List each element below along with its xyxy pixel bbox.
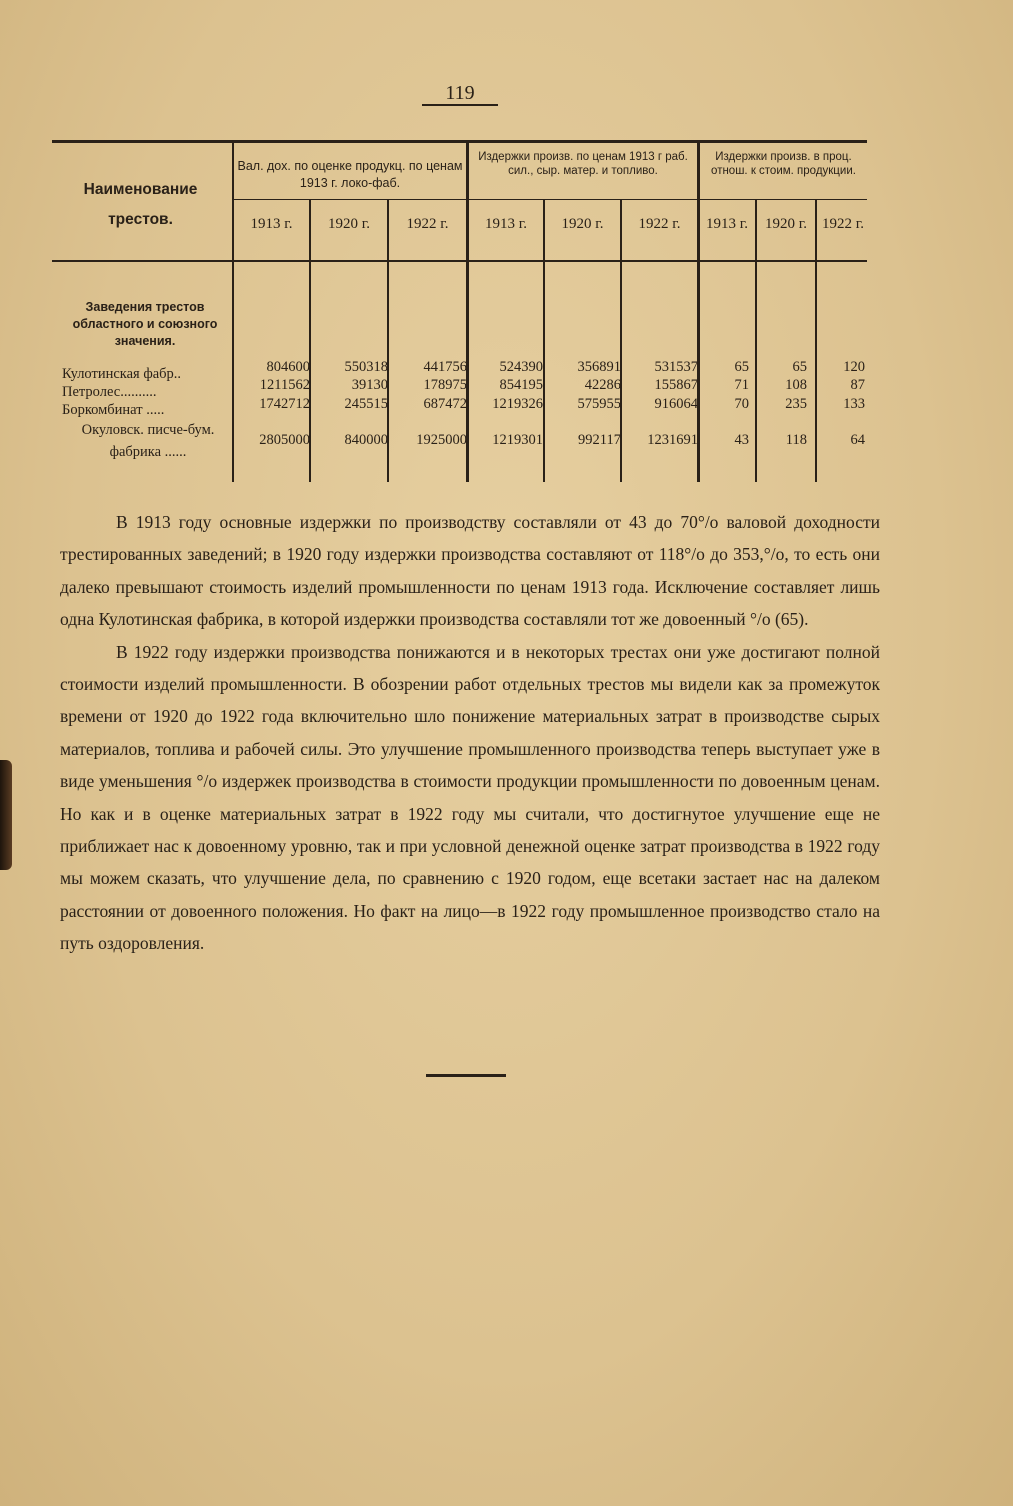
page-number: 119 — [445, 82, 475, 104]
year-header: 1922 г. — [406, 216, 449, 232]
table-cell: 245515 — [344, 396, 388, 412]
table-cell: 524390 — [499, 359, 543, 375]
table-cell: 133 — [843, 396, 865, 412]
table-cell: 854195 — [499, 377, 543, 393]
row-name: Петролес.......... — [62, 384, 157, 400]
table-cell: 441756 — [423, 359, 467, 375]
header-name: Наименование трестов. — [83, 181, 198, 228]
binding-shadow — [0, 760, 12, 870]
table-cell: 1219326 — [492, 396, 543, 412]
group-underline — [700, 199, 867, 200]
row-name: Боркомбинат ..... — [62, 402, 165, 418]
year-header: 1920 г. — [328, 216, 370, 232]
row-name: Окуловск. писче-бум. фабрика ...... — [81, 422, 215, 460]
table-cell: 108 — [785, 377, 807, 393]
table-cell: 70 — [734, 396, 749, 412]
table-cell: 65 — [792, 359, 807, 375]
column-divider — [466, 142, 469, 482]
page-number-rule — [422, 104, 498, 106]
table-cell: 178975 — [423, 377, 467, 393]
table-cell: 804600 — [266, 359, 310, 375]
group-header-gross-income: Вал. дох. по оценке продукц. по ценам 1913 г. локо-фаб. — [237, 159, 463, 190]
year-header: 1922 г. — [638, 216, 681, 232]
year-header: 1913 г. — [250, 216, 293, 232]
group-underline — [469, 199, 697, 200]
table-cell: 64 — [850, 432, 865, 448]
year-header: 1920 г. — [765, 216, 807, 232]
table-cell: 235 — [785, 396, 807, 412]
table-head-rule — [52, 260, 867, 262]
table-cell: 992117 — [578, 432, 621, 448]
table-top-rule — [52, 140, 867, 143]
table-cell: 120 — [843, 359, 865, 375]
group-underline — [234, 199, 466, 200]
table-cell: 531537 — [654, 359, 698, 375]
table-cell: 550318 — [344, 359, 388, 375]
year-header: 1920 г. — [561, 216, 604, 232]
group-header-cost-percent: Издержки произв. в проц. отнош. к стоим. продукции. — [711, 151, 856, 177]
table-cell: 118 — [785, 432, 807, 448]
paragraph: В 1922 году издержки производства понижаются и в некоторых трестах они уже достигают полной стоимости изделий промышленности. В обозрении работ отдельных трестов мы видели как за промежуток времени от 1920 до 1922 года включительно шло понижение материальных затрат в производстве сырых материалов, топлива и рабочей силы. Это улучшение промышленного производства теперь выступает уже в виде уменьшения °/о издержек производства в стоимости продукции промышленности по довоенным ценам. Но как и в оценке материальных затрат в 1922 году мы считали, что достигнутое улучшение еще не приближает нас к довоенному уровню, так и при условной денежной оценке затрат производства в 1922 году мы можем сказать, что улучшение дела, по сравнению с 1920 годом, еще всетаки застает нас на далеком расстоянии от довоенного положения. Но факт на лицо—в 1922 году промышленное производство стало на путь оздоровления. — [60, 641, 880, 954]
group-header-costs: Издержки произв. по ценам 1913 г раб. сил., сыр. матер. и топливо. — [478, 151, 688, 177]
section-title: Заведения трестов областного и союзного значения. — [72, 300, 218, 348]
table-cell: 1231691 — [647, 432, 698, 448]
table-cell: 2805000 — [259, 432, 310, 448]
year-header: 1922 г. — [822, 216, 864, 232]
table-cell: 916064 — [654, 396, 698, 412]
table-cell: 687472 — [423, 396, 467, 412]
year-header: 1913 г. — [706, 216, 748, 232]
row-name: Кулотинская фабр.. — [62, 366, 182, 382]
table-cell: 71 — [734, 377, 749, 393]
table-cell: 155867 — [654, 377, 698, 393]
end-rule — [426, 1074, 506, 1077]
table-cell: 1742712 — [259, 396, 310, 412]
table-cell: 356891 — [577, 359, 621, 375]
table-cell: 1925000 — [416, 432, 467, 448]
body-text — [60, 506, 880, 960]
paragraph: В 1913 году основные издержки по производству составляли от 43 до 70°/о валовой доходности трестированных заведений; в 1920 году издержки производства составляют от 118°/о до 353,°/о, то есть они далеко превышают стоимость изделий промышленности по ценам 1913 года. Исключение составляет лишь одна Кулотинская фабрика, в которой издержки производства составляли тот же довоенный °/о (65). — [60, 512, 880, 630]
table-cell: 42286 — [584, 377, 621, 393]
table-cell: 1219301 — [492, 432, 543, 448]
table-cell: 575955 — [577, 396, 621, 412]
table-cell: 39130 — [351, 377, 388, 393]
table-cell: 840000 — [344, 432, 388, 448]
column-divider — [697, 142, 700, 482]
table-cell: 1211562 — [259, 377, 310, 393]
table-cell: 65 — [734, 359, 749, 375]
table-cell: 43 — [734, 432, 749, 448]
year-header: 1913 г. — [485, 216, 527, 232]
table-cell: 87 — [850, 377, 865, 393]
